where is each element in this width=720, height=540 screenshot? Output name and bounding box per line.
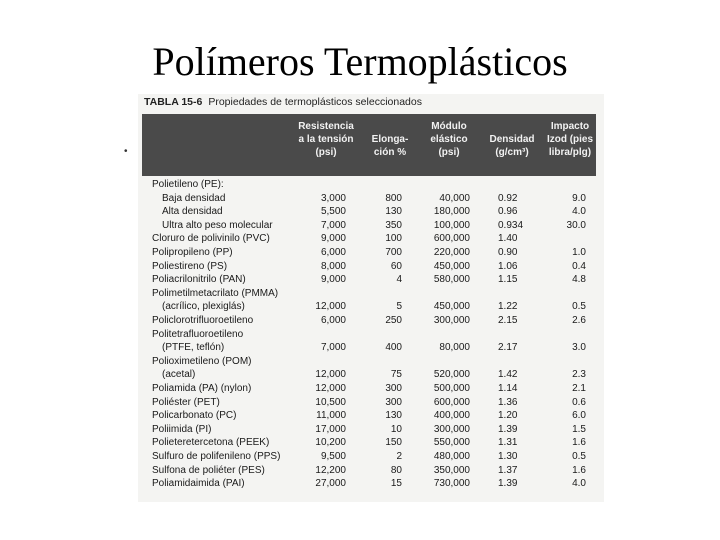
cell-tension: 9,000 [320,274,346,286]
cell-densidad: 1.14 [498,383,518,394]
table-row [142,477,596,490]
cell-elongacion: 75 [390,369,402,381]
row-name: Poliimida (PI) [152,423,212,435]
cell-elongacion: 4 [396,274,402,286]
slide-title: Polímeros Termoplásticos [152,39,568,84]
cell-tension: 12,200 [315,464,346,476]
cell-densidad: 0.96 [498,206,518,218]
cell-densidad: 1.36 [498,396,518,408]
cell-modulo: 500,000 [433,383,470,394]
table-header [142,114,596,176]
cell-densidad: 1.37 [498,464,518,476]
cell-impacto: 3.0 [572,342,586,354]
cell-elongacion: 2 [396,451,402,462]
table-row [142,328,596,341]
header-densidad: Densidad (g/cm³) [489,134,535,158]
cell-tension: 9,000 [320,233,346,245]
cell-densidad: 1.15 [498,274,518,286]
cell-impacto: 6.0 [572,410,586,422]
cell-tension: 6,000 [320,315,346,326]
cell-impacto: 1.6 [572,464,586,476]
row-name: Poliacrilonitrilo (PAN) [152,274,246,286]
cell-densidad: 1.22 [498,301,518,313]
table-row [142,341,596,354]
cell-impacto: 30.0 [566,219,586,231]
cell-elongacion: 400 [385,342,402,354]
cell-tension: 10,200 [315,437,346,449]
cell-elongacion: 150 [385,437,402,449]
cell-modulo: 450,000 [433,260,470,272]
cell-impacto: 2.1 [572,383,586,394]
cell-modulo: 450,000 [433,301,470,313]
table-row [142,260,596,273]
row-name: (acrílico, plexiglás) [162,301,245,313]
cell-tension: 5,500 [320,206,346,218]
header-modulo: Módulo elástico (psi) [430,121,468,158]
table-caption: Propiedades de termoplásticos seleccionados [208,96,422,108]
cell-modulo: 550,000 [433,437,470,449]
table-row [142,464,596,477]
cell-elongacion: 300 [385,396,402,408]
table-row [142,219,596,232]
cell-elongacion: 60 [390,260,402,272]
cell-impacto: 0.5 [572,301,586,313]
cell-modulo: 100,000 [433,219,470,231]
table-body [142,178,596,498]
table-row [142,355,596,368]
row-name: (acetal) [162,369,196,381]
cell-tension: 3,000 [320,192,346,204]
cell-modulo: 580,000 [433,274,470,286]
cell-modulo: 600,000 [433,396,470,408]
cell-elongacion: 80 [390,464,402,476]
cell-densidad: 1.40 [498,233,518,245]
table-label [144,96,422,108]
cell-tension: 12,000 [315,369,346,381]
cell-densidad: 2.15 [498,315,518,326]
row-name: Politetrafluoroetileno [152,328,244,340]
table-row [142,436,596,449]
cell-elongacion: 800 [385,192,402,204]
table-row [142,246,596,259]
cell-elongacion: 350 [385,219,402,231]
cell-modulo: 730,000 [433,478,470,490]
cell-impacto: 1.0 [572,247,586,258]
cell-modulo: 40,000 [439,192,470,204]
cell-modulo: 180,000 [433,206,470,218]
cell-tension: 11,000 [316,410,346,422]
row-name: Policarbonato (PC) [152,410,237,422]
table-row [142,368,596,381]
cell-impacto: 9.0 [572,192,586,204]
table-row [142,273,596,286]
table-row [142,205,596,218]
cell-densidad: 1.31 [498,437,518,449]
row-name: Cloruro de polivinilo (PVC) [152,233,270,245]
row-name: Poliamida (PA) (nylon) [152,383,252,394]
row-name: Polioximetileno (POM) [152,355,252,367]
cell-elongacion: 15 [390,478,402,490]
cell-tension: 17,000 [315,423,346,435]
cell-elongacion: 10 [390,423,402,435]
row-name: Polipropileno (PP) [152,247,233,258]
cell-densidad: 1.06 [498,260,518,272]
cell-elongacion: 130 [385,410,402,422]
row-name: Polieteretercetona (PEEK) [152,437,270,449]
cell-modulo: 480,000 [433,451,470,462]
row-name: Poliestireno (PS) [152,260,228,272]
scanned-table [138,94,604,502]
cell-elongacion: 100 [385,233,402,245]
table-row [142,300,596,313]
cell-tension: 12,000 [315,383,346,394]
table-row [142,409,596,422]
table-row [142,396,596,409]
cell-modulo: 600,000 [433,233,470,245]
table-row [142,423,596,436]
cell-elongacion: 700 [385,247,402,258]
header-impacto: Impacto Izod (pies libra/plg) [546,121,594,158]
cell-modulo: 300,000 [433,315,470,326]
cell-tension: 27,000 [315,478,346,490]
cell-elongacion: 130 [385,206,402,218]
cell-impacto: 0.4 [572,260,586,272]
cell-densidad: 1.42 [498,369,518,381]
cell-impacto: 4.8 [572,274,586,286]
cell-elongacion: 5 [396,301,402,313]
cell-densidad: 1.39 [498,423,518,435]
cell-densidad: 2.17 [498,342,518,354]
cell-densidad: 1.30 [498,451,518,462]
cell-tension: 10,500 [315,396,346,408]
cell-impacto: 2.6 [572,315,586,326]
row-name: Polimetilmetacrilato (PMMA) [152,287,279,299]
cell-tension: 7,000 [320,219,346,231]
cell-impacto: 1.5 [572,423,586,435]
cell-modulo: 220,000 [433,247,470,258]
row-name: Polietileno (PE): [152,179,224,190]
cell-tension: 7,000 [320,342,346,354]
bullet-mark: • [124,146,128,157]
cell-modulo: 80,000 [439,342,470,354]
row-name: Sulfuro de polifenileno (PPS) [152,451,281,462]
cell-densidad: 1.20 [498,410,518,422]
cell-impacto: 4.0 [572,206,586,218]
table-row [142,287,596,300]
row-name: Alta densidad [162,206,223,218]
row-name: Poliamidaimida (PAI) [152,478,245,490]
cell-modulo: 350,000 [433,464,470,476]
table-row [142,232,596,245]
table-row [142,382,596,395]
row-name: (PTFE, teflón) [162,342,225,354]
cell-impacto: 4.0 [572,478,586,490]
header-elongacion: Elonga- ción % [371,134,409,158]
table-row [142,450,596,463]
cell-modulo: 520,000 [433,369,470,381]
cell-densidad: 0.92 [498,192,518,204]
cell-impacto: 2.3 [572,369,586,381]
cell-tension: 12,000 [315,301,346,313]
cell-tension: 9,500 [320,451,346,462]
cell-tension: 8,000 [320,260,346,272]
cell-densidad: 1.39 [498,478,518,490]
cell-elongacion: 250 [385,315,402,326]
header-tension: Resistencia a la tensión (psi) [298,121,354,158]
table-row [142,314,596,327]
row-name: Baja densidad [162,192,226,204]
table-number: TABLA 15-6 [144,96,203,108]
row-name: Policlorotrifluoroetileno [152,315,254,326]
cell-modulo: 300,000 [433,423,470,435]
row-name: Ultra alto peso molecular [162,219,273,231]
row-name: Poliéster (PET) [152,396,220,408]
row-name: Sulfona de poliéter (PES) [152,464,265,476]
cell-tension: 6,000 [320,247,346,258]
cell-impacto: 1.6 [572,437,586,449]
cell-modulo: 400,000 [433,410,470,422]
cell-elongacion: 300 [385,383,402,394]
cell-densidad: 0.90 [498,247,518,258]
cell-impacto: 0.5 [572,451,586,462]
cell-impacto: 0.6 [572,396,586,408]
cell-densidad: 0.934 [498,219,524,231]
table-row [142,192,596,205]
table-row [142,178,596,191]
